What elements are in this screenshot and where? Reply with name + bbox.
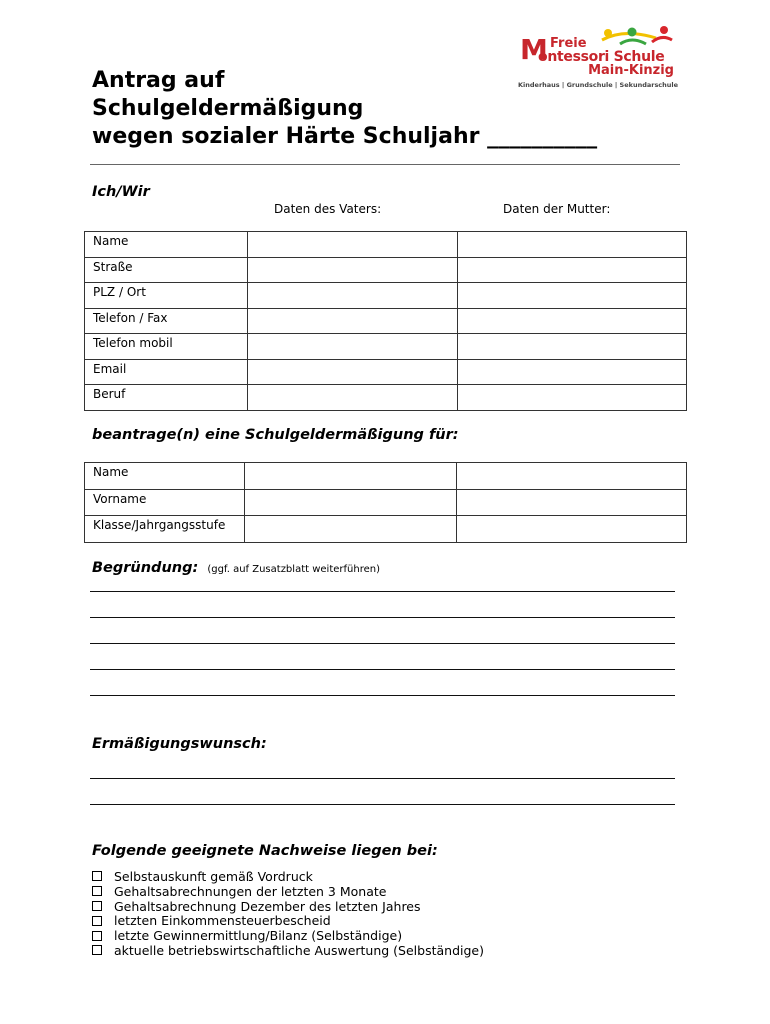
checkbox-icon[interactable]: [92, 886, 102, 896]
row-label: Telefon / Fax: [85, 308, 248, 334]
reason-label: Begründung:: [92, 560, 199, 576]
parents-heading: Ich/Wir: [92, 184, 150, 200]
reason-heading: [92, 560, 380, 576]
row-label: Beruf: [85, 385, 248, 411]
parents-row: [85, 308, 687, 334]
father-value-cell[interactable]: [247, 257, 458, 283]
title-line-3[interactable]: wegen sozialer Härte Schuljahr __________: [92, 124, 598, 149]
reason-line-4[interactable]: [90, 669, 675, 670]
parents-row: [85, 334, 687, 360]
parents-row: [85, 283, 687, 309]
mother-value-cell[interactable]: [458, 385, 687, 411]
wish-line-1[interactable]: [90, 778, 675, 779]
child-value-cell-2[interactable]: [457, 463, 687, 490]
child-row: [85, 463, 687, 490]
mother-value-cell[interactable]: [458, 283, 687, 309]
checkbox-icon[interactable]: [92, 871, 102, 881]
reason-line-1[interactable]: [90, 591, 675, 592]
row-label: Vorname: [85, 489, 245, 516]
child-heading: beantrage(n) eine Schulgeldermäßigung für:: [92, 427, 459, 443]
row-label: Email: [85, 359, 248, 385]
father-value-cell[interactable]: [247, 359, 458, 385]
proof-item-label: letzten Einkommensteuerbescheid: [114, 913, 331, 929]
reason-line-5[interactable]: [90, 695, 675, 696]
row-label: Telefon mobil: [85, 334, 248, 360]
logo-montessori: ontessori Schule: [538, 49, 665, 65]
child-value-cell-2[interactable]: [457, 516, 687, 543]
proof-item-label: letzte Gewinnermittlung/Bilanz (Selbständige): [114, 928, 403, 944]
proof-item-label: Gehaltsabrechnung Dezember des letzten Jahres: [114, 898, 421, 914]
checkbox-icon[interactable]: [92, 945, 102, 955]
logo-freie: Freie: [550, 36, 587, 51]
wish-line-2[interactable]: [90, 804, 675, 805]
parents-row: [85, 257, 687, 283]
proof-item[interactable]: [92, 913, 484, 928]
title-line-2: Schulgeldermäßigung: [92, 96, 364, 121]
child-row: [85, 516, 687, 543]
proof-item[interactable]: [92, 884, 484, 899]
parents-table: [84, 231, 687, 411]
row-label: Straße: [85, 257, 248, 283]
father-value-cell[interactable]: [247, 232, 458, 258]
logo-figures-icon: [594, 24, 674, 46]
father-value-cell[interactable]: [247, 283, 458, 309]
parents-row: [85, 232, 687, 258]
father-value-cell[interactable]: [247, 308, 458, 334]
title-divider: [90, 164, 680, 165]
mother-value-cell[interactable]: [458, 232, 687, 258]
father-value-cell[interactable]: [247, 385, 458, 411]
logo-subline: Kinderhaus | Grundschule | Sekundarschule: [518, 81, 679, 89]
mother-value-cell[interactable]: [458, 334, 687, 360]
reason-line-3[interactable]: [90, 643, 675, 644]
row-label: PLZ / Ort: [85, 283, 248, 309]
row-label: Name: [85, 463, 245, 490]
proof-item[interactable]: [92, 928, 484, 943]
row-label: Name: [85, 232, 248, 258]
mother-value-cell[interactable]: [458, 308, 687, 334]
mother-value-cell[interactable]: [458, 257, 687, 283]
mother-value-cell[interactable]: [458, 359, 687, 385]
row-label: Klasse/Jahrgangsstufe: [85, 516, 245, 543]
title-line-1: Antrag auf: [92, 68, 225, 93]
mother-column-header: Daten der Mutter:: [503, 202, 611, 216]
child-value-cell-1[interactable]: [244, 463, 457, 490]
child-table: [84, 462, 687, 543]
wish-heading: Ermäßigungswunsch:: [92, 736, 267, 752]
reason-note: (ggf. auf Zusatzblatt weiterführen): [207, 564, 380, 575]
reason-line-2[interactable]: [90, 617, 675, 618]
page-title: [92, 67, 597, 151]
checkbox-icon[interactable]: [92, 916, 102, 926]
father-column-header: Daten des Vaters:: [274, 202, 382, 216]
proofs-heading: Folgende geeignete Nachweise liegen bei:: [92, 843, 438, 859]
proof-item[interactable]: [92, 943, 484, 958]
proof-item-label: Selbstauskunft gemäß Vordruck: [114, 868, 313, 884]
proof-item[interactable]: [92, 899, 484, 914]
checkbox-icon[interactable]: [92, 931, 102, 941]
child-value-cell-1[interactable]: [244, 489, 457, 516]
proofs-checklist: [92, 869, 484, 958]
parents-row: [85, 359, 687, 385]
logo-region: Main-Kinzig: [588, 63, 674, 78]
logo-letter-m: M: [520, 33, 548, 66]
proof-item-label: Gehaltsabrechnungen der letzten 3 Monate: [114, 883, 387, 899]
checkbox-icon[interactable]: [92, 901, 102, 911]
child-value-cell-2[interactable]: [457, 489, 687, 516]
father-value-cell[interactable]: [247, 334, 458, 360]
proof-item[interactable]: [92, 869, 484, 884]
child-row: [85, 489, 687, 516]
child-value-cell-1[interactable]: [244, 516, 457, 543]
parents-row: [85, 385, 687, 411]
proof-item-label: aktuelle betriebswirtschaftliche Auswertung (Selbständige): [114, 942, 484, 958]
